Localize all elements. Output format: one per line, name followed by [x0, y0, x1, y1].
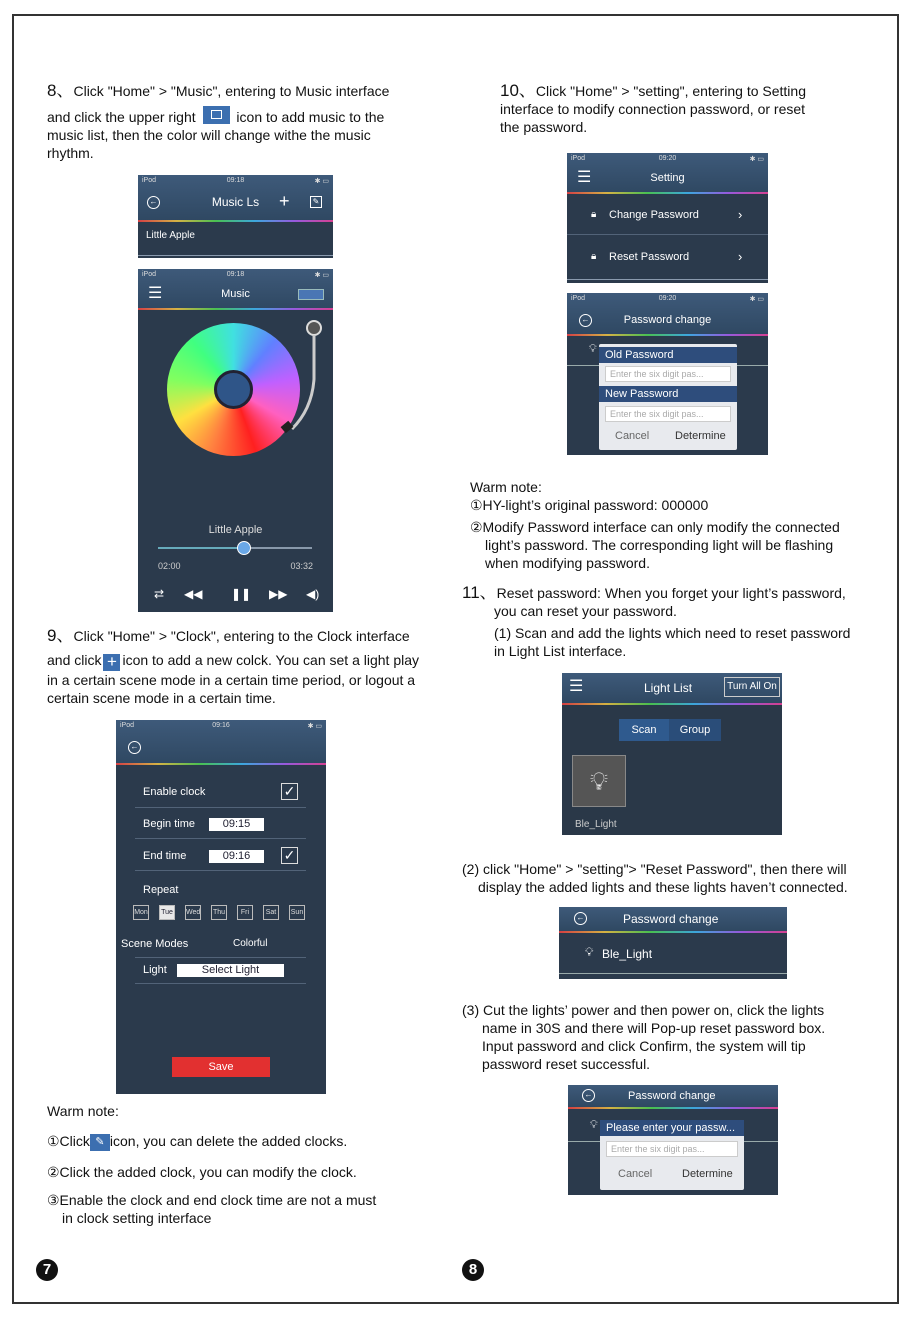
pause-icon[interactable]: ❚❚ [231, 587, 252, 601]
carrier-label: iPod [142, 271, 157, 278]
status-time: 09:18 [226, 271, 245, 278]
screen-title: Password change [628, 1090, 716, 1102]
menu-icon[interactable]: ☰ [569, 678, 584, 695]
music-player-screenshot [138, 269, 333, 612]
total-time: 03:32 [290, 561, 313, 571]
reset-prompt: Please enter your passw... [600, 1120, 744, 1136]
previous-icon[interactable]: ◀◀ [184, 587, 203, 601]
day-thu[interactable]: Thu [211, 905, 227, 920]
enable-clock-label: Enable clock [143, 786, 206, 798]
old-password-input[interactable]: Enter the six digit pas... [605, 366, 731, 382]
section-11-line: name in 30S and there will Pop-up reset password box. [482, 1020, 826, 1036]
screen-title: Setting [650, 172, 685, 184]
status-time: 09:20 [658, 155, 677, 162]
status-time: 09:16 [212, 722, 230, 729]
battery-icon: ✱ ▭ [314, 178, 329, 185]
note-line: ②Click the added clock, you can modify the clock. [47, 1164, 357, 1180]
select-light-field[interactable]: Select Light [177, 964, 284, 977]
section-10-number: 10、 [500, 81, 536, 100]
cancel-button[interactable]: Cancel [618, 1168, 653, 1180]
progress-knob[interactable] [237, 541, 251, 555]
password-dialog [599, 344, 737, 450]
light-label: Light [143, 964, 167, 976]
section-11-line: Reset password: When you forget your light’s password, [496, 585, 846, 601]
device-name[interactable]: Ble_Light [602, 947, 653, 961]
turn-all-on-button[interactable]: Turn All On [724, 677, 780, 697]
section-8-line: icon to add music to the [236, 109, 385, 125]
cancel-button[interactable]: Cancel [615, 430, 650, 442]
back-icon[interactable]: ← [582, 1089, 595, 1102]
back-icon[interactable]: ← [579, 314, 592, 327]
section-9-line: in a certain scene mode in a certain time period, or logout a [47, 672, 416, 688]
warm-note-title: Warm note: [470, 479, 542, 495]
section-9-line: and click [47, 652, 102, 668]
scan-button[interactable]: Scan [619, 719, 669, 741]
chevron-right-icon: › [738, 207, 743, 222]
device-name: Ble_Light [575, 819, 617, 830]
note-line: ①HY-light’s original password: 000000 [470, 497, 709, 513]
music-list-item[interactable]: Little Apple [146, 230, 195, 241]
edit-icon[interactable]: ✎ [310, 196, 322, 208]
note-line: in clock setting interface [62, 1210, 212, 1226]
screen-title: Music [221, 288, 250, 300]
new-password-input[interactable]: Enter the six digit pas... [605, 406, 731, 422]
section-11-line: (1) Scan and add the lights which need to reset password [494, 625, 851, 641]
day-sat[interactable]: Sat [263, 905, 279, 920]
section-11-line: (3) Cut the lights’ power and then power on, click the lights [462, 1002, 825, 1018]
section-11-line: display the added lights and these lights haven’t connected. [478, 879, 848, 895]
section-11-line: you can reset your password. [494, 603, 677, 619]
left-warm-note [47, 1102, 467, 1227]
battery-icon: ✱ ▭ [749, 296, 764, 303]
change-password-item[interactable]: Change Password [609, 209, 699, 221]
section-9-line: Click "Home" > "Clock", entering to the Clock interface [73, 628, 410, 644]
end-time-label: End time [143, 850, 187, 862]
section-10-text [500, 82, 890, 136]
tonearm-icon [278, 319, 328, 439]
folder-icon [203, 106, 230, 124]
determine-button[interactable]: Determine [682, 1168, 733, 1180]
group-button[interactable]: Group [669, 719, 721, 741]
status-time: 09:20 [658, 295, 677, 302]
password-change-screenshot [567, 293, 768, 455]
section-9-line: certain scene mode in a certain time. [47, 690, 276, 706]
section-11-line: (2) click "Home" > "setting"> "Reset Password", then there will [462, 861, 847, 877]
bulb-icon: 💡︎ [585, 945, 594, 959]
enable-clock-checkbox[interactable]: ✓ [281, 783, 298, 800]
page-number: 7 [36, 1259, 58, 1281]
carrier-label: iPod [571, 295, 586, 302]
day-fri[interactable]: Fri [237, 905, 253, 920]
folder-icon[interactable] [298, 289, 324, 300]
section-11-number: 11、 [462, 583, 497, 602]
section-8-number: 8、 [47, 81, 74, 100]
save-button[interactable]: Save [172, 1057, 270, 1077]
section-11-step3 [462, 1001, 892, 1073]
screen-title: Password change [623, 912, 719, 926]
day-sun[interactable]: Sun [289, 905, 305, 920]
edit-icon: ✎ [90, 1134, 110, 1151]
chevron-right-icon: › [738, 249, 743, 264]
page-number: 8 [462, 1259, 484, 1281]
note-line: when modifying password. [485, 555, 650, 571]
note-line: ③Enable the clock and end clock time are not a must [47, 1192, 377, 1208]
warm-note-title: Warm note: [47, 1103, 119, 1119]
section-8-line: music list, then the color will change withe the music [47, 127, 371, 143]
section-8-line: Click "Home" > "Music", entering to Music interface [73, 83, 390, 99]
day-wed[interactable]: Wed [185, 905, 201, 920]
scene-modes-value[interactable]: Colorful [233, 938, 268, 949]
old-password-label: Old Password [599, 347, 737, 363]
determine-button[interactable]: Determine [675, 430, 726, 442]
carrier-label: iPod [571, 155, 586, 162]
bulb-icon: 💡︎ [589, 343, 597, 355]
music-list-screenshot [138, 175, 333, 258]
begin-time-field[interactable]: 09:15 [209, 818, 264, 831]
section-11-line: in Light List interface. [494, 643, 627, 659]
bulb-icon[interactable]: 💡︎ [572, 755, 626, 807]
section-8-line: rhythm. [47, 145, 94, 161]
section-9-line: icon to add a new colck. You can set a light play [122, 652, 419, 668]
carrier-label: iPod [120, 722, 135, 729]
day-mon[interactable]: Mon [133, 905, 149, 920]
section-8-text [47, 82, 467, 162]
end-time-field[interactable]: 09:16 [209, 850, 264, 863]
reset-password-item[interactable]: Reset Password [609, 251, 690, 263]
note-line: ②Modify Password interface can only modify the connected [470, 519, 840, 535]
begin-time-label: Begin time [143, 818, 195, 830]
section-10-line: the password. [500, 119, 588, 135]
section-8-line: and click the upper right [47, 109, 196, 125]
elapsed-time: 02:00 [158, 561, 181, 571]
repeat-label: Repeat [143, 884, 179, 896]
section-10-line: interface to modify connection password, or reset [500, 101, 806, 117]
back-icon[interactable]: ← [128, 741, 141, 754]
bulb-icon: 💡︎ [590, 1119, 598, 1131]
battery-icon: ✱ ▭ [307, 723, 322, 730]
light-list-screenshot [562, 673, 782, 835]
section-11-step2 [462, 860, 892, 896]
note-line: icon, you can delete the added clocks. [109, 1133, 348, 1149]
back-icon[interactable]: ← [147, 196, 160, 209]
new-password-label: New Password [599, 386, 737, 402]
battery-icon: ✱ ▭ [314, 272, 329, 279]
note-line: ①Click [47, 1133, 90, 1149]
clock-screenshot [116, 720, 326, 1094]
screen-title: Light List [644, 681, 693, 695]
reset-popup-screenshot [568, 1085, 778, 1195]
menu-icon[interactable]: ☰ [577, 169, 592, 186]
carrier-label: iPod [142, 177, 157, 184]
setting-screenshot [567, 153, 768, 283]
reset-device-screenshot [559, 907, 787, 979]
section-11-text [462, 584, 882, 660]
plus-icon[interactable]: + [279, 191, 290, 211]
screen-title: Music Ls [211, 195, 260, 209]
plus-box-icon: + [103, 654, 120, 671]
reset-password-input[interactable]: Enter the six digit pas... [606, 1141, 738, 1157]
shuffle-icon[interactable]: ⇄ [154, 587, 165, 601]
section-11-line: password reset successful. [482, 1056, 651, 1072]
reset-password-dialog [600, 1120, 744, 1190]
status-time: 09:18 [226, 177, 245, 184]
end-time-checkbox[interactable]: ✓ [281, 847, 298, 864]
back-icon[interactable]: ← [574, 912, 587, 925]
menu-icon[interactable]: ☰ [148, 285, 163, 302]
next-icon[interactable]: ▶▶ [269, 587, 288, 601]
section-9-text [47, 627, 467, 707]
screen-title: Password change [623, 314, 712, 326]
repeat-days [133, 905, 313, 921]
section-10-line: Click "Home" > "setting", entering to Setting [535, 83, 806, 99]
day-tue[interactable]: Tue [159, 905, 175, 920]
section-9-number: 9、 [47, 626, 74, 645]
volume-icon[interactable]: ◀) [306, 587, 320, 601]
battery-icon: ✱ ▭ [749, 156, 764, 163]
song-title: Little Apple [208, 524, 263, 536]
right-warm-note [470, 478, 890, 572]
scene-modes-label: Scene Modes [121, 938, 189, 950]
progress-bar[interactable] [158, 547, 312, 549]
lock-icon: 🔒︎ [591, 251, 597, 262]
note-line: light’s password. The corresponding light will be flashing [485, 537, 834, 553]
lock-icon: 🔒︎ [591, 209, 597, 220]
section-11-line: Input password and click Confirm, the system will tip [482, 1038, 806, 1054]
